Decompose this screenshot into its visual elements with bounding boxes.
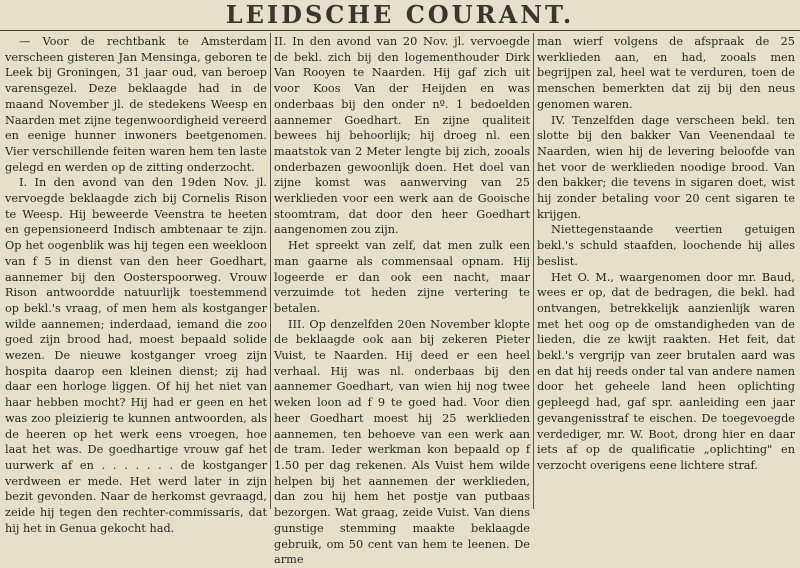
article-paragraph: IV. Tenzelfden dage verscheen bekl. ten slotte bij den bakker Van Veenendaal te Naarden, wien hij de levering beloofde van het voor de werklieden noodige brood. Van den bakker; die tevens in sigaren doet, wist hij zonder betaling voor 20 cent sigaren te krijgen. xyxy=(537,113,795,221)
article-paragraph: I. In den avond van den 19den Nov. jl. vervoegde beklaagde zich bij Cornelis Rison te Weesp. Hij beweerde Veenstra te heeten en gepensioneerd Indisch ambtenaar te zijn. Op het oogenblik was hij tegen een weekloon van f 5 in dienst van den heer Goedhart, aannemer bij den Oosterspoorweg. Vrouw Rison antwoordde natuurlijk toestemmend op bekl.'s vraag, of men hem als kostganger wilde aannemen; inderdaad, iemand die zoo goed zijn brood had, moest bepaald solide wezen. De nieuwe kostganger vroeg zijn hospita daarop een kleinen dienst; zij had daar een horloge liggen. Of hij het niet van haar hebben mocht? Hij had er geen en het was zoo pleizierig te kunnen antwoorden, als de heeren op het werk eens vroegen, hoe laat het was. De goedhartige vrouw gaf het uurwerk af en . . . . . . . de kostganger verdween er mede. Het werd later in zijn bezit gevonden. Naar de herkomst gevraagd, zeide hij tegen den rechter-commissaris, dat hij het in Genua gekocht had. xyxy=(5,176,267,535)
article-paragraph: — Voor de rechtbank te Amsterdam verscheen gisteren Jan Mensinga, geboren te Leek bij Groningen, 31 jaar oud, van beroep varensgezel. Deze beklaagde had in de maand November jl. de stedekens Weesp en Naarden met zijne tegenwoordigheid vereerd en eenige hunner inwoners beetgenomen. Vier verschillende feiten waren hem ten laste gelegd en werden op de zitting onderzocht. xyxy=(5,35,267,174)
column-3 xyxy=(537,34,795,508)
article-paragraph: III. Op denzelfden 20en November klopte de beklaagde ook aan bij zekeren Pieter Vuist, te Naarden. Hij deed er een heel verhaal. Hij was nl. onderbaas bij den aannemer Goedhart, van wien hij nog twee weken loon ad f 9 te goed had. Voor dien heer Goedhart moest hij 25 werklieden aannemen, ten behoeve van een werk aan de tram. Ieder werkman kon bepaald op f 1.50 per dag rekenen. Als Vuist hem wilde helpen bij het aannemen der werklieden, dan zou hij hem het postje van putbaas bezorgen. Wat graag, zeide Vuist. Van diens gunstige stemming maakte beklaagde gebruik, om 50 cent van hem te leenen. De arme xyxy=(274,317,530,567)
article-paragraph: man wierf volgens de afspraak de 25 werklieden aan, en had, zooals men begrijpen zal, heel wat te verduren, toen de menschen bemerkten dat zij bij den neus genomen waren. xyxy=(537,35,795,111)
column-2 xyxy=(274,34,530,567)
column-1 xyxy=(5,34,267,535)
article-paragraph: Het O. M., waargenomen door mr. Baud, wees er op, dat de bedragen, die bekl. had ontvangen, betrekkelijk aanzienlijk waren met het oog op de omstandigheden van de lieden, die ze kwijt raakten. Het feit, dat bekl.'s vergrijp van zeer brutalen aard was en dat hij reeds onder tal van andere namen door het geheele land heen oplichting gepleegd had, gaf spr. aanleiding een jaar gevangenisstraf te eischen. De toegevoegde verdediger, mr. W. Boot, drong hier en daar iets af op de qualificatie „oplichting" en verzocht overigens eene lichtere straf. xyxy=(537,270,795,472)
article-paragraph: II. In den avond van 20 Nov. jl. vervoegde de bekl. zich bij den logementhouder Dirk Van Rooyen te Naarden. Hij gaf zich uit voor Koos Van der Heijden en was onderbaas bij den onder nº. 1 bedoelden aannemer Goedhart. En zijne qualiteit bewees hij behoorlijk; hij droeg nl. een maatstok van 2 Meter lengte bij zich, zooals onderbazen gewoonlijk doen. Het doel van zijne komst was aanwerving van 25 werklieden voor een werk aan de Gooische stoomtram, dat door den heer Goedhart aangenomen zou zijn. xyxy=(274,35,530,237)
article-paragraph: Niettegenstaande veertien getuigen bekl.'s schuld staafden, loochende hij alles beslist. xyxy=(537,223,795,268)
column-divider xyxy=(270,33,271,509)
column-divider xyxy=(533,33,534,509)
newspaper-masthead: LEIDSCHE COURANT. xyxy=(0,0,800,31)
article-paragraph: Het spreekt van zelf, dat men zulk een man gaarne als commensaal opnam. Hij logeerde er dan ook een nacht, maar verzuimde tot heden zijne vertering te betalen. xyxy=(274,239,530,315)
